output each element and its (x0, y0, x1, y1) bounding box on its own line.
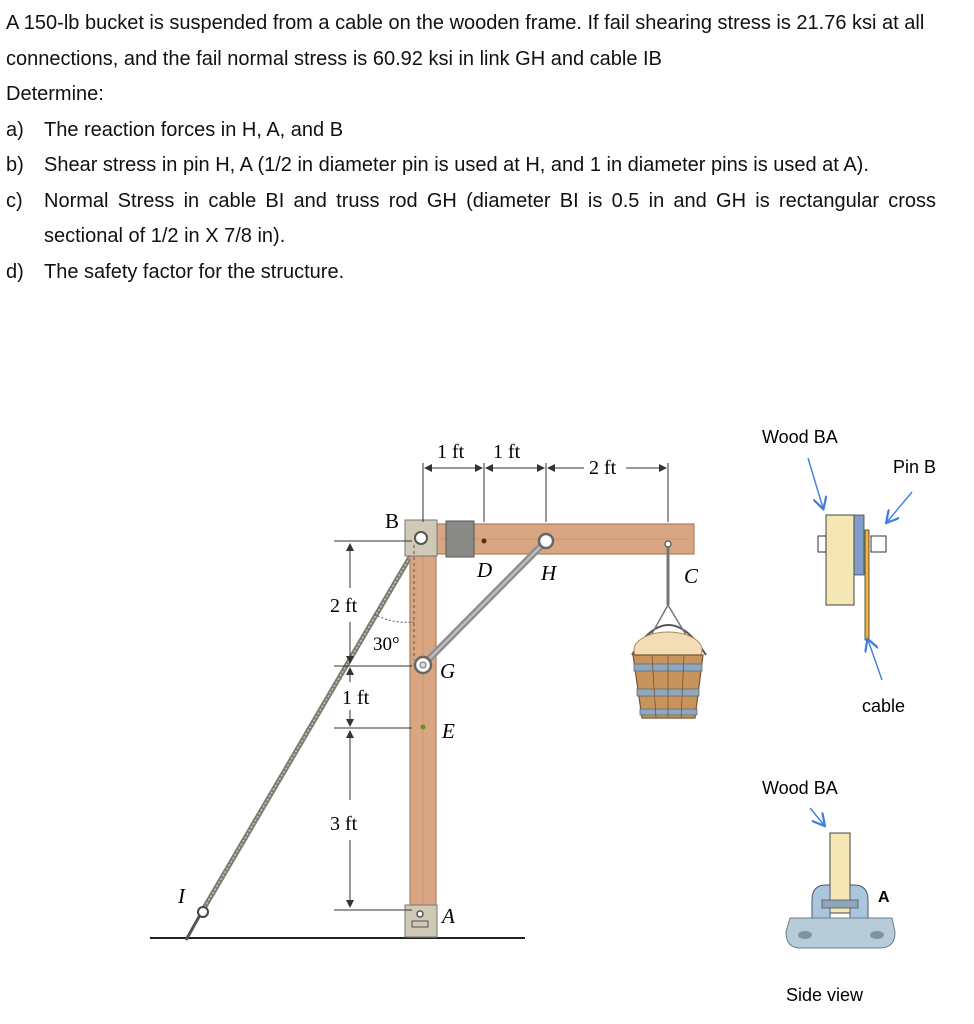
item-text: The safety factor for the structure. (44, 260, 345, 283)
item-label: a) (6, 118, 24, 141)
pin-c (665, 541, 671, 547)
clamp-d (446, 521, 474, 557)
item-label: c) (6, 189, 23, 212)
label-g: G (440, 659, 456, 683)
label-c: C (684, 564, 699, 588)
arrow-wood-ba (808, 458, 823, 508)
angle-label: 30° (373, 634, 400, 655)
detail-pin-head-right (871, 536, 886, 552)
detail-wood-ba-top: Wood BA (762, 427, 838, 447)
detail-side-view: Side view (786, 985, 864, 1005)
angle-arc (374, 614, 414, 622)
label-b: B (385, 509, 400, 533)
problem-determine: Determine: (6, 83, 104, 105)
detail-wood-ba-bottom: Wood BA (762, 778, 838, 798)
arrow-cable (868, 640, 882, 680)
label-a: A (442, 904, 455, 928)
item-text: Shear stress in pin H, A (1/2 in diameter pin is used at H, and 1 in diameter pins is used at A). (44, 154, 869, 176)
detail-wood-block (826, 515, 854, 605)
anchor-rod-i (186, 915, 200, 940)
item-label: b) (6, 154, 24, 176)
item-label: d) (6, 260, 24, 283)
dim-top-3: 2 ft (589, 457, 617, 479)
label-d: D (477, 558, 493, 582)
dim-top-2: 1 ft (493, 441, 521, 463)
pin-b (415, 532, 427, 544)
dim-top-1: 1 ft (437, 441, 465, 463)
point-e (421, 725, 426, 730)
dim-left-2: 1 ft (342, 687, 370, 709)
dim-left-1: 2 ft (330, 595, 358, 617)
detail-pin-a (822, 900, 858, 908)
arrow-wood-ba-bottom (810, 808, 824, 825)
label-i: I (178, 884, 185, 908)
item-text: Normal Stress in cable BI and truss rod GH (diameter BI is 0.5 in and GH is rectangular cross sectional of 1/2 in X 7/8 in). (44, 189, 936, 247)
arrow-pin-b (887, 492, 912, 522)
pin-h (539, 534, 553, 548)
item-text: The reaction forces in H, A, and B (44, 118, 344, 141)
label-h: H (541, 561, 557, 585)
anchor-i (198, 907, 208, 917)
dim-left-3: 3 ft (330, 813, 358, 835)
detail-pin-plate (854, 515, 864, 575)
detail-pin-head-left (818, 536, 826, 552)
detail-cable (865, 530, 869, 640)
detail-cable-label: cable (862, 696, 906, 716)
detail-pin-b: Pin B (893, 457, 937, 477)
label-e: E (442, 719, 455, 743)
pin-d (482, 539, 487, 544)
problem-intro: A 150-lb bucket is suspended from a cable on the wooden frame. If fail shearing stress is 21.76 ksi at all connections, and the fail normal stress is 60.92 ksi in link GH and cable IB (6, 12, 925, 70)
top-dimensions (423, 463, 668, 522)
detail-point-a: A (878, 889, 890, 906)
